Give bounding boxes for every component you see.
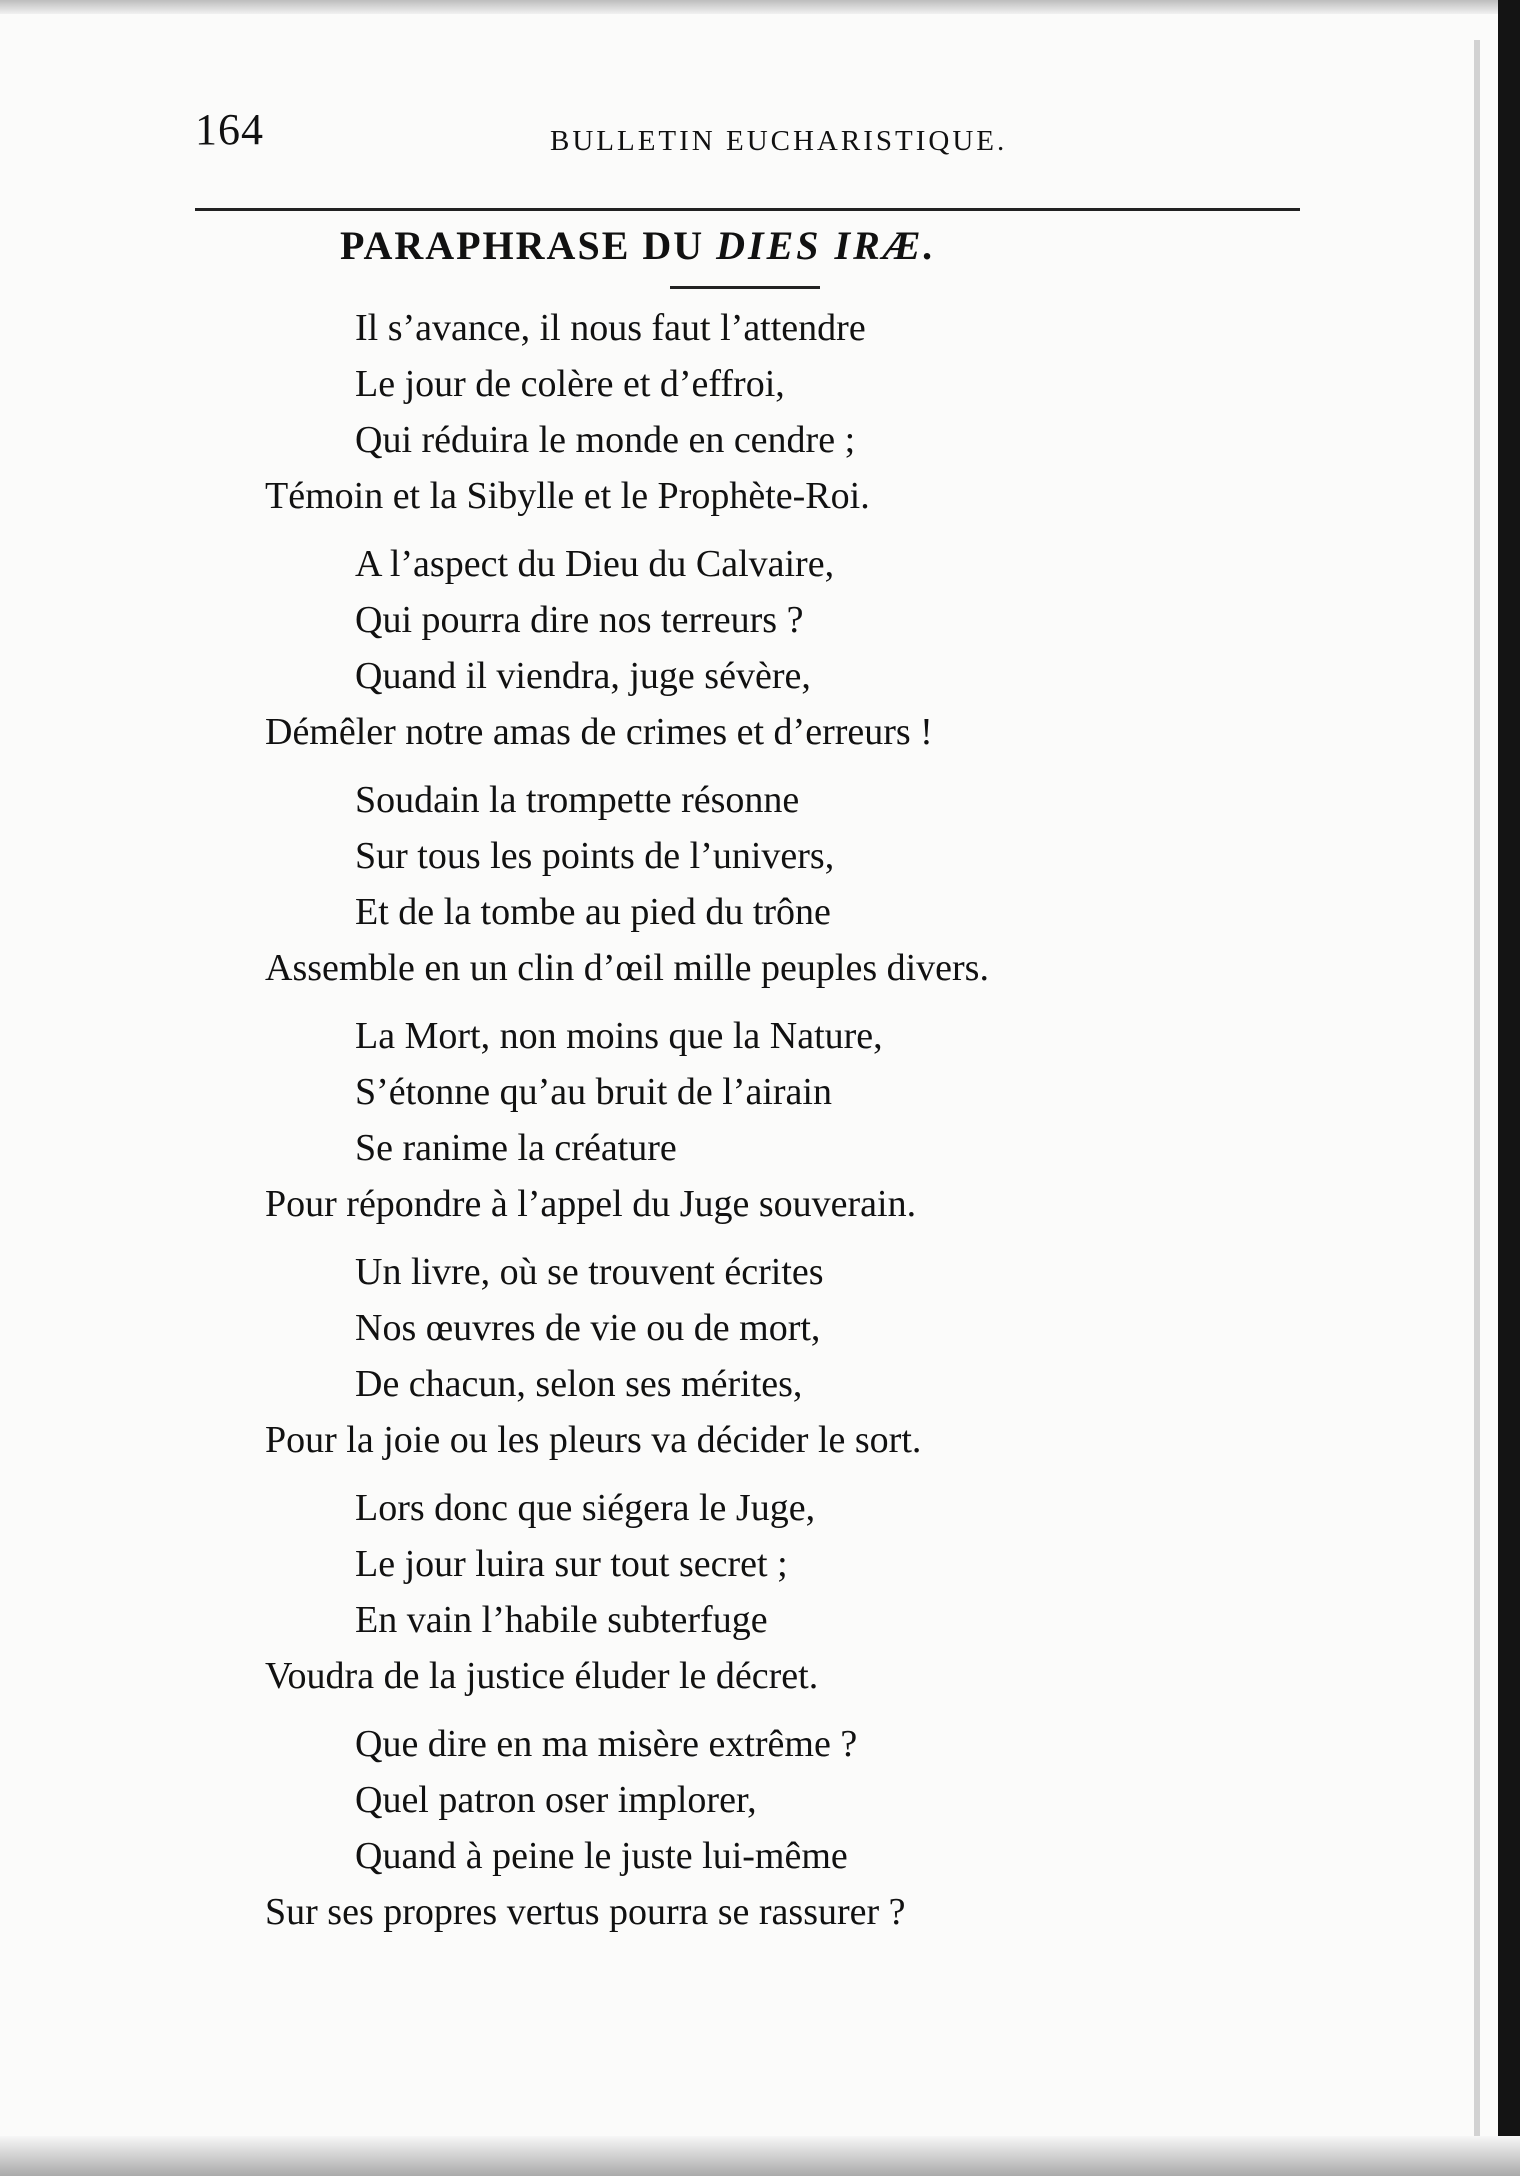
verse-line: Pour la joie ou les pleurs va décider le sort. — [265, 1419, 922, 1461]
stanza — [0, 1716, 1400, 1940]
header-rule — [195, 208, 1300, 211]
verse-line: De chacun, selon ses mérites, — [355, 1363, 803, 1405]
verse-line: A l’aspect du Dieu du Calvaire, — [355, 543, 835, 585]
verse-line: Que dire en ma misère extrême ? — [355, 1723, 858, 1765]
page-gutter-shadow — [1474, 40, 1480, 2160]
verse-line: Qui pourra dire nos terreurs ? — [355, 599, 804, 641]
verse-line: Pour répondre à l’appel du Juge souverain. — [265, 1183, 917, 1225]
verse-line: La Mort, non moins que la Nature, — [355, 1015, 883, 1057]
verse-line: Témoin et la Sibylle et le Prophète-Roi. — [265, 475, 870, 517]
title-rule — [670, 286, 820, 289]
stanza — [0, 1244, 1400, 1468]
verse-line: Démêler notre amas de crimes et d’erreurs ! — [265, 711, 933, 753]
stanza — [0, 772, 1400, 996]
poem-title — [340, 222, 937, 269]
running-title: BULLETIN EUCHARISTIQUE. — [550, 125, 1008, 157]
verse-line: Lors donc que siégera le Juge, — [355, 1487, 816, 1529]
verse-line: Et de la tombe au pied du trône — [355, 891, 831, 933]
verse-line: Assemble en un clin d’œil mille peuples divers. — [265, 947, 989, 989]
verse-line: Nos œuvres de vie ou de mort, — [355, 1307, 821, 1349]
verse-line: Voudra de la justice éluder le décret. — [265, 1655, 819, 1697]
stanza — [0, 300, 1400, 524]
verse-line: Se ranime la créature — [355, 1127, 677, 1169]
verse-line: Il s’avance, il nous faut l’attendre — [355, 307, 866, 349]
verse-line: Sur tous les points de l’univers, — [355, 835, 835, 877]
scan-border — [1498, 0, 1520, 2176]
verse-line: Quand il viendra, juge sévère, — [355, 655, 811, 697]
verse-line: Soudain la trompette résonne — [355, 779, 800, 821]
verse-line: Le jour luira sur tout secret ; — [355, 1543, 788, 1585]
poem-title-main: PARAPHRASE DU — [340, 223, 705, 268]
verse-line: Un livre, où se trouvent écrites — [355, 1251, 824, 1293]
verse-line: Quel patron oser implorer, — [355, 1779, 757, 1821]
poem-title-italic: DIES IRÆ. — [716, 223, 937, 268]
page-top-edge — [0, 0, 1520, 14]
verse-line: S’étonne qu’au bruit de l’airain — [355, 1071, 832, 1113]
verse-line: Qui réduira le monde en cendre ; — [355, 419, 856, 461]
stanza — [0, 536, 1400, 760]
verse-line: Le jour de colère et d’effroi, — [355, 363, 785, 405]
poem-body — [0, 300, 1400, 1952]
page-number: 164 — [195, 105, 264, 154]
verse-line: En vain l’habile subterfuge — [355, 1599, 768, 1641]
verse-line: Quand à peine le juste lui-même — [355, 1835, 848, 1877]
stanza — [0, 1008, 1400, 1232]
stanza — [0, 1480, 1400, 1704]
page-bottom-edge — [0, 2136, 1520, 2176]
verse-line: Sur ses propres vertus pourra se rassurer ? — [265, 1891, 906, 1933]
